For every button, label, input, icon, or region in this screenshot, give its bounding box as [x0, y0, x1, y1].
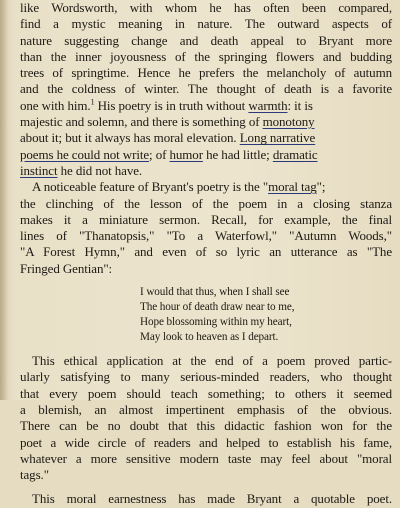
text-line-20: that every poem should teach something; to others it seemed [20, 385, 392, 401]
text-line-25: tags." [20, 467, 49, 483]
text-line-12: A noticeable feature of Bryant's poetry is the "moral tag"; [32, 179, 326, 195]
text-line-8: majestic and solemn, and there is something of monotony [20, 114, 315, 130]
text-line-17: Fringed Gentian": [20, 260, 113, 276]
verse-line-1: I would that thus, when I shall see [140, 286, 290, 299]
underline-monotony: monotony [262, 114, 315, 130]
footnote-marker: 1 [90, 97, 95, 107]
text-line-18: This ethical application at the end of a poem proved partic- [32, 353, 392, 369]
underline-humor: humor [169, 146, 203, 162]
text-line-6: and the coldness of winter. The thought of death is a favorite [20, 81, 392, 97]
underline-dramatic: dramatic [272, 146, 318, 162]
text-line-24: whatever a more sensitive modern taste may feel about "moral [20, 450, 392, 466]
text-line-7: one with him.$^1$ His poetry is in truth without warmth: it is [20, 97, 313, 113]
text-line-22: There can be no doubt that this didactic fashion won for the [20, 418, 392, 434]
text-line-1: like Wordsworth, with whom he has often been compared, [20, 0, 392, 15]
underline-instinct: instinct [20, 162, 58, 178]
text-line-11: instinct he did not have. [20, 162, 143, 178]
underline-poems: poems he could not write [20, 146, 150, 162]
text-line-10: poems he could not write; of humor he had little; dramatic [20, 146, 318, 162]
text-line-16: "A Forest Hymn," and even of so lyric an utterance as "The [20, 244, 392, 260]
text-line-2: find a mystic meaning in nature. The outward aspects of [20, 16, 392, 32]
text-line-4: than the inner joyousness of the springing flowers and budding [20, 48, 392, 64]
underline-warmth: warmth [248, 97, 288, 113]
text-line-21: a blemish, an almost impertinent emphasis of the obvious. [20, 401, 392, 417]
text-line-26: This moral earnestness has made Bryant a quotable poet. [32, 491, 392, 507]
verse-line-2: The hour of death draw near to me, [140, 301, 295, 314]
verse-line-3: Hope blossoming within my heart, [140, 316, 292, 329]
text-line-5: trees of springtime. Hence he prefers the melancholy of autumn [20, 65, 392, 81]
text-line-13: the clinching of the lesson of the poem in a closing stanza [20, 195, 392, 211]
page-text [20, 0, 392, 508]
text-line-23: poet a wide circle of readers and helped to establish his fame, [20, 434, 392, 450]
underline-moral-tag: moral tag [268, 179, 317, 195]
text-line-15: lines of "Thanatopsis," "To a Waterfowl," "Autumn Woods," [20, 228, 392, 244]
verse-line-4: May look to heaven as I depart. [140, 331, 279, 344]
text-line-3: nature suggesting change and death appeal to Bryant more [20, 32, 392, 48]
page-gutter-shadow [0, 0, 8, 400]
text-line-19: ularly satisfying to many serious-minded readers, who thought [20, 369, 392, 385]
text-line-14: makes it a miniature sermon. Recall, for example, the final [20, 211, 392, 227]
text-line-9: about it; but it always has moral elevation. Long narrative [20, 130, 316, 146]
underline-long-narrative: Long narrative [239, 130, 316, 146]
